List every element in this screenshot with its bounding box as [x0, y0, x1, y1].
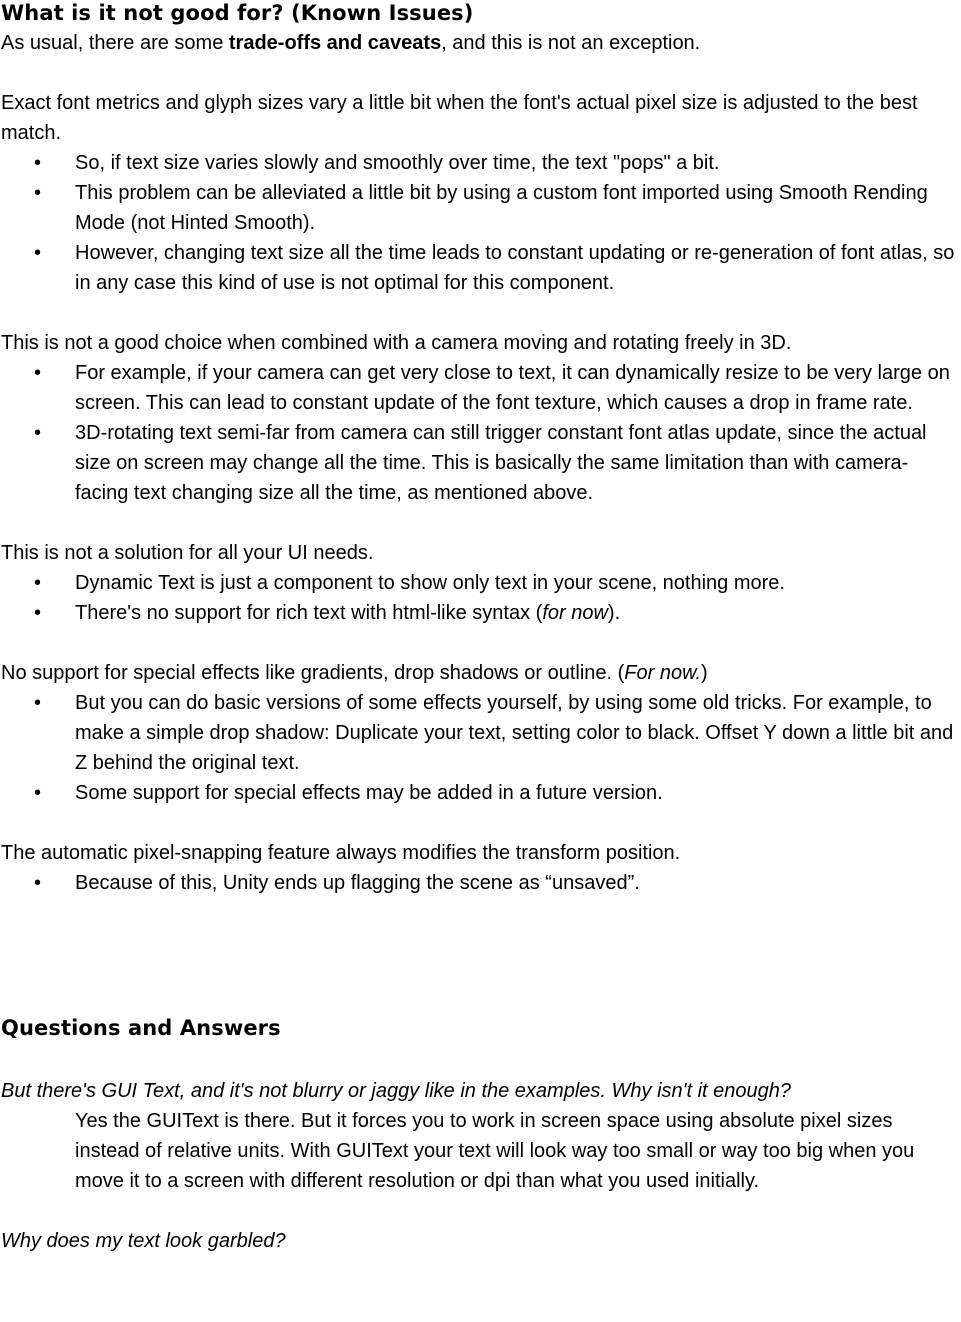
bullet-item: • Because of this, Unity ends up flagging the scene as “unsaved”. — [1, 868, 961, 898]
bullet-item: • This problem can be alleviated a little bit by using a custom font imported using Smooth Rending Mode (not Hinted Smooth). — [1, 178, 961, 238]
bullet-icon: • — [34, 362, 42, 384]
bullet-item: • Some support for special effects may be added in a future version. — [1, 778, 961, 808]
issue-lead: This is not a solution for all your UI needs. — [1, 542, 374, 564]
bullet-item: • So, if text size varies slowly and smoothly over time, the text "pops" a bit. — [1, 148, 961, 178]
bullet-icon: • — [34, 872, 42, 894]
issue-lead: No support for special effects like gradients, drop shadows or outline. (For now.) — [1, 662, 708, 684]
issue-bullet-list — [1, 148, 961, 298]
bullet-item: • For example, if your camera can get very close to text, it can dynamically resize to be very large on screen. This can lead to constant update of the font texture, which causes a drop in frame rate. — [1, 358, 961, 418]
bullet-item: • There's no support for rich text with html-like syntax (for now). — [1, 598, 961, 628]
issue-bullet-list — [1, 688, 961, 808]
bullet-icon: • — [34, 152, 42, 174]
bullet-icon: • — [34, 422, 42, 444]
issue-lead: This is not a good choice when combined with a camera moving and rotating freely in 3D. — [1, 332, 792, 354]
bullet-item: • But you can do basic versions of some effects yourself, by using some old tricks. For example, to make a simple drop shadow: Duplicate your text, setting color to black. Offset Y down a little bit and Z behind the original text. — [1, 688, 961, 778]
bullet-icon: • — [34, 572, 42, 594]
issue-bullet-list — [1, 358, 961, 508]
bullet-icon: • — [34, 602, 42, 624]
bullet-icon: • — [34, 782, 42, 804]
question-text: But there's GUI Text, and it's not blurry or jaggy like in the examples. Why isn't it enough? — [1, 1080, 791, 1102]
answer-text: Yes the GUIText is there. But it forces you to work in screen space using absolute pixel sizes instead of relative units. With GUIText your text will look way too small or way too big when you move it to a screen with different resolution or dpi than what you used initially. — [75, 1110, 915, 1192]
intro-paragraph: As usual, there are some trade-offs and caveats, and this is not an exception. — [1, 32, 701, 54]
issue-bullet-list — [1, 868, 961, 898]
qa-heading: Questions and Answers — [1, 1016, 281, 1040]
bullet-icon: • — [34, 182, 42, 204]
issue-bullet-list — [1, 568, 961, 628]
bullet-icon: • — [34, 692, 42, 714]
document-page — [1, 0, 961, 1256]
bullet-item: • However, changing text size all the time leads to constant updating or re-generation of font atlas, so in any case this kind of use is not optimal for this component. — [1, 238, 961, 298]
intro-bold-text: trade-offs and caveats — [228, 32, 442, 54]
bullet-item: • 3D-rotating text semi-far from camera can still trigger constant font atlas update, since the actual size on screen may change all the time. This is basically the same limitation than with camera-facing text changing size all the time, as mentioned above. — [1, 418, 961, 508]
issue-lead: The automatic pixel-snapping feature always modifies the transform position. — [1, 842, 681, 864]
bullet-icon: • — [34, 242, 42, 264]
known-issues-heading: What is it not good for? (Known Issues) — [1, 1, 474, 25]
bullet-item: • Dynamic Text is just a component to show only text in your scene, nothing more. — [1, 568, 961, 598]
issue-lead: Exact font metrics and glyph sizes vary a little bit when the font's actual pixel size is adjusted to the best match. — [1, 92, 918, 144]
question-text: Why does my text look garbled? — [1, 1230, 286, 1252]
